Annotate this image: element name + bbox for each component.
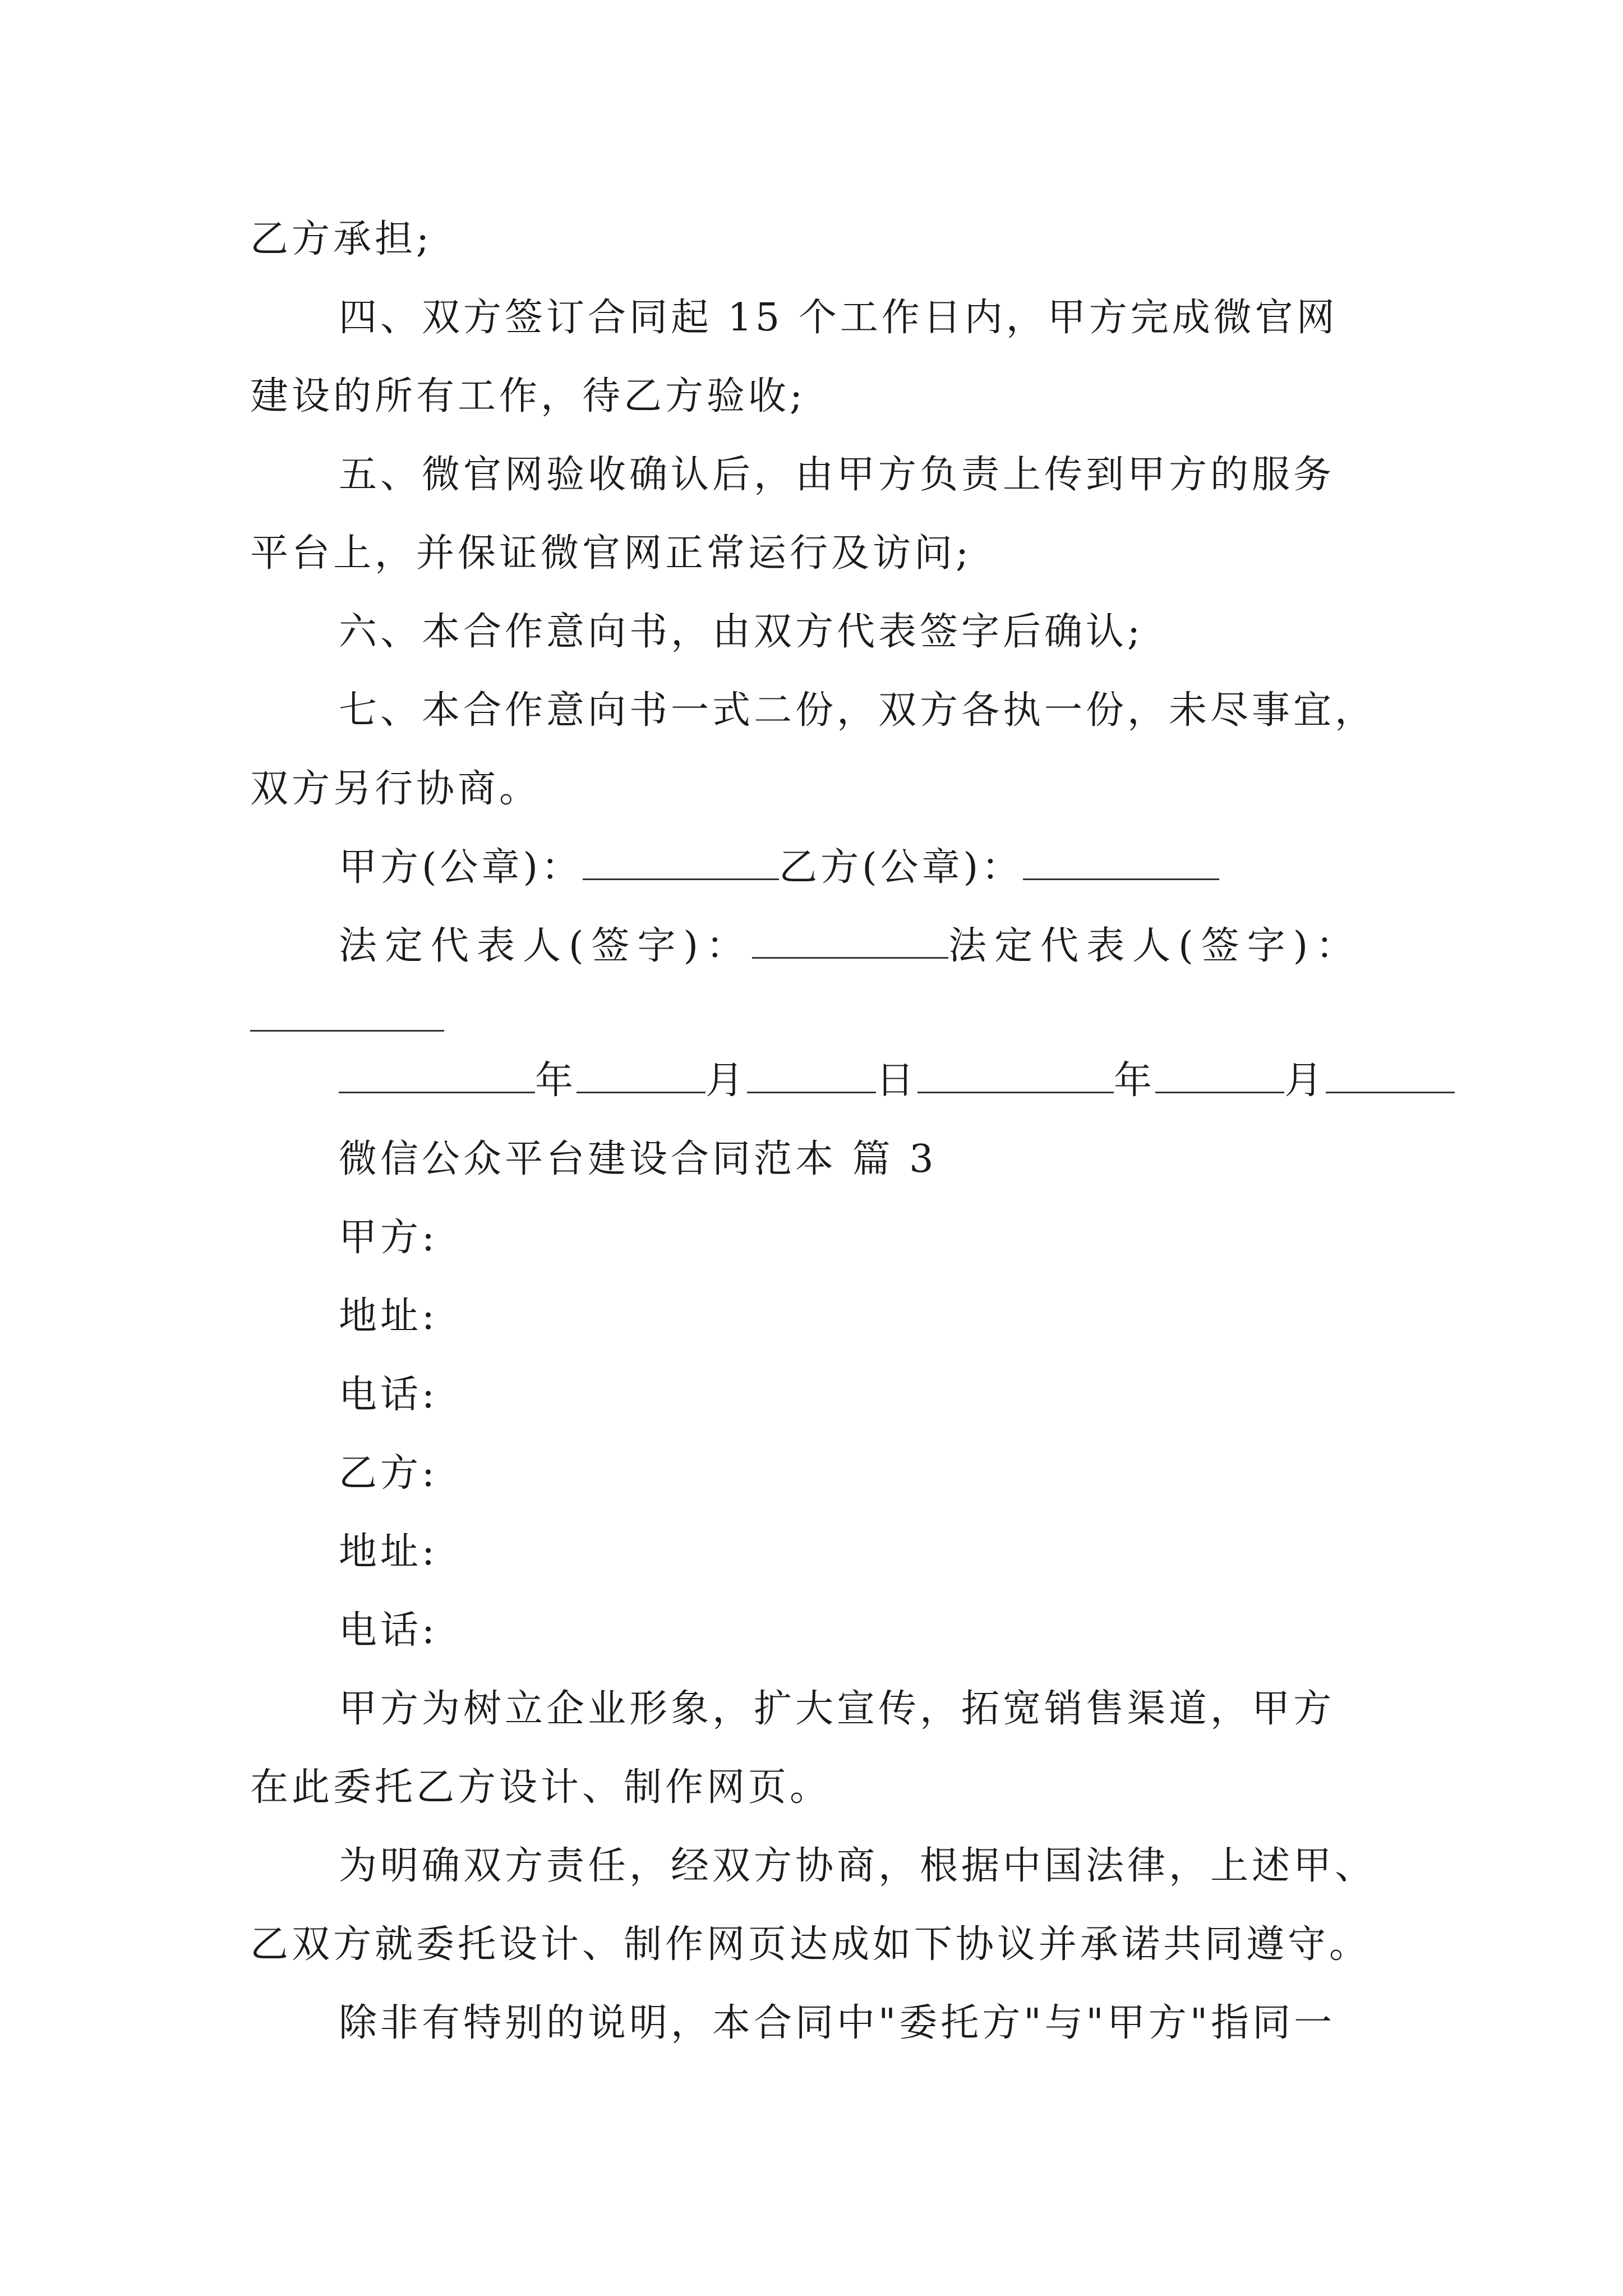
month-a-blank[interactable] [577,1058,706,1093]
year-label: 年 [535,1059,577,1103]
text-line: 双方另行协商。 [250,767,541,811]
year-a-blank[interactable] [339,1058,535,1093]
body-paragraph-line: 为明确双方责任，经双方协商，根据中国法律，上述甲、 [339,1844,1377,1888]
party-b-field: 乙方: [339,1451,438,1496]
day-label: 日 [876,1059,918,1103]
day-a-blank[interactable] [747,1058,876,1093]
month-label: 月 [1284,1059,1326,1103]
body-paragraph-line: 乙双方就委托设计、制作网页达成如下协议并承诺共同遵守。 [250,1922,1371,1967]
party-b-seal-label: 乙方(公章)： [779,845,1023,890]
clause-six: 六、本合作意向书，由双方代表签字后确认; [339,610,1144,654]
year-b-blank[interactable] [917,1058,1114,1093]
text-line: 乙方承担; [250,217,432,261]
clause-four: 四、双方签订合同起 15 个工作日内，甲方完成微官网 [339,296,1338,340]
section-title: 微信公众平台建设合同范本 篇 3 [339,1137,937,1181]
phone-field: 电话: [339,1373,438,1417]
seal-line [339,837,1488,899]
body-paragraph-line: 除非有特别的说明，本合同中"委托方"与"甲方"指同一 [339,2001,1336,2045]
rep-b-blank[interactable] [250,1030,444,1032]
day-b-blank[interactable] [1326,1058,1455,1093]
clause-five: 五、微官网验收确认后，由甲方负责上传到甲方的服务 [339,453,1335,497]
address-field: 地址: [339,1294,438,1338]
clause-seven: 七、本合作意向书一式二份，双方各执一份，未尽事宜， [339,688,1377,733]
month-b-blank[interactable] [1155,1058,1284,1093]
text-line: 建设的所有工作，待乙方验收; [250,374,806,418]
phone-field: 电话: [339,1608,438,1653]
rep-a-label: 法定代表人(签字)： [339,924,753,968]
date-line [339,1050,1488,1112]
party-a-field: 甲方: [339,1216,438,1260]
party-b-seal-blank[interactable] [1023,845,1219,880]
body-paragraph-line: 在此委托乙方设计、制作网页。 [250,1765,832,1810]
party-a-seal-blank[interactable] [583,845,779,880]
address-field: 地址: [339,1530,438,1574]
body-paragraph-line: 甲方为树立企业形象，扩大宣传，拓宽销售渠道，甲方 [339,1687,1335,1731]
month-label: 月 [706,1059,748,1103]
party-a-seal-label: 甲方(公章)： [339,845,583,890]
year-label: 年 [1114,1059,1156,1103]
rep-a-blank[interactable] [752,923,948,959]
rep-b-label: 法定代表人(签字)： [948,924,1362,968]
representative-line [339,915,1488,977]
text-line: 平台上，并保证微官网正常运行及访问; [250,531,972,576]
